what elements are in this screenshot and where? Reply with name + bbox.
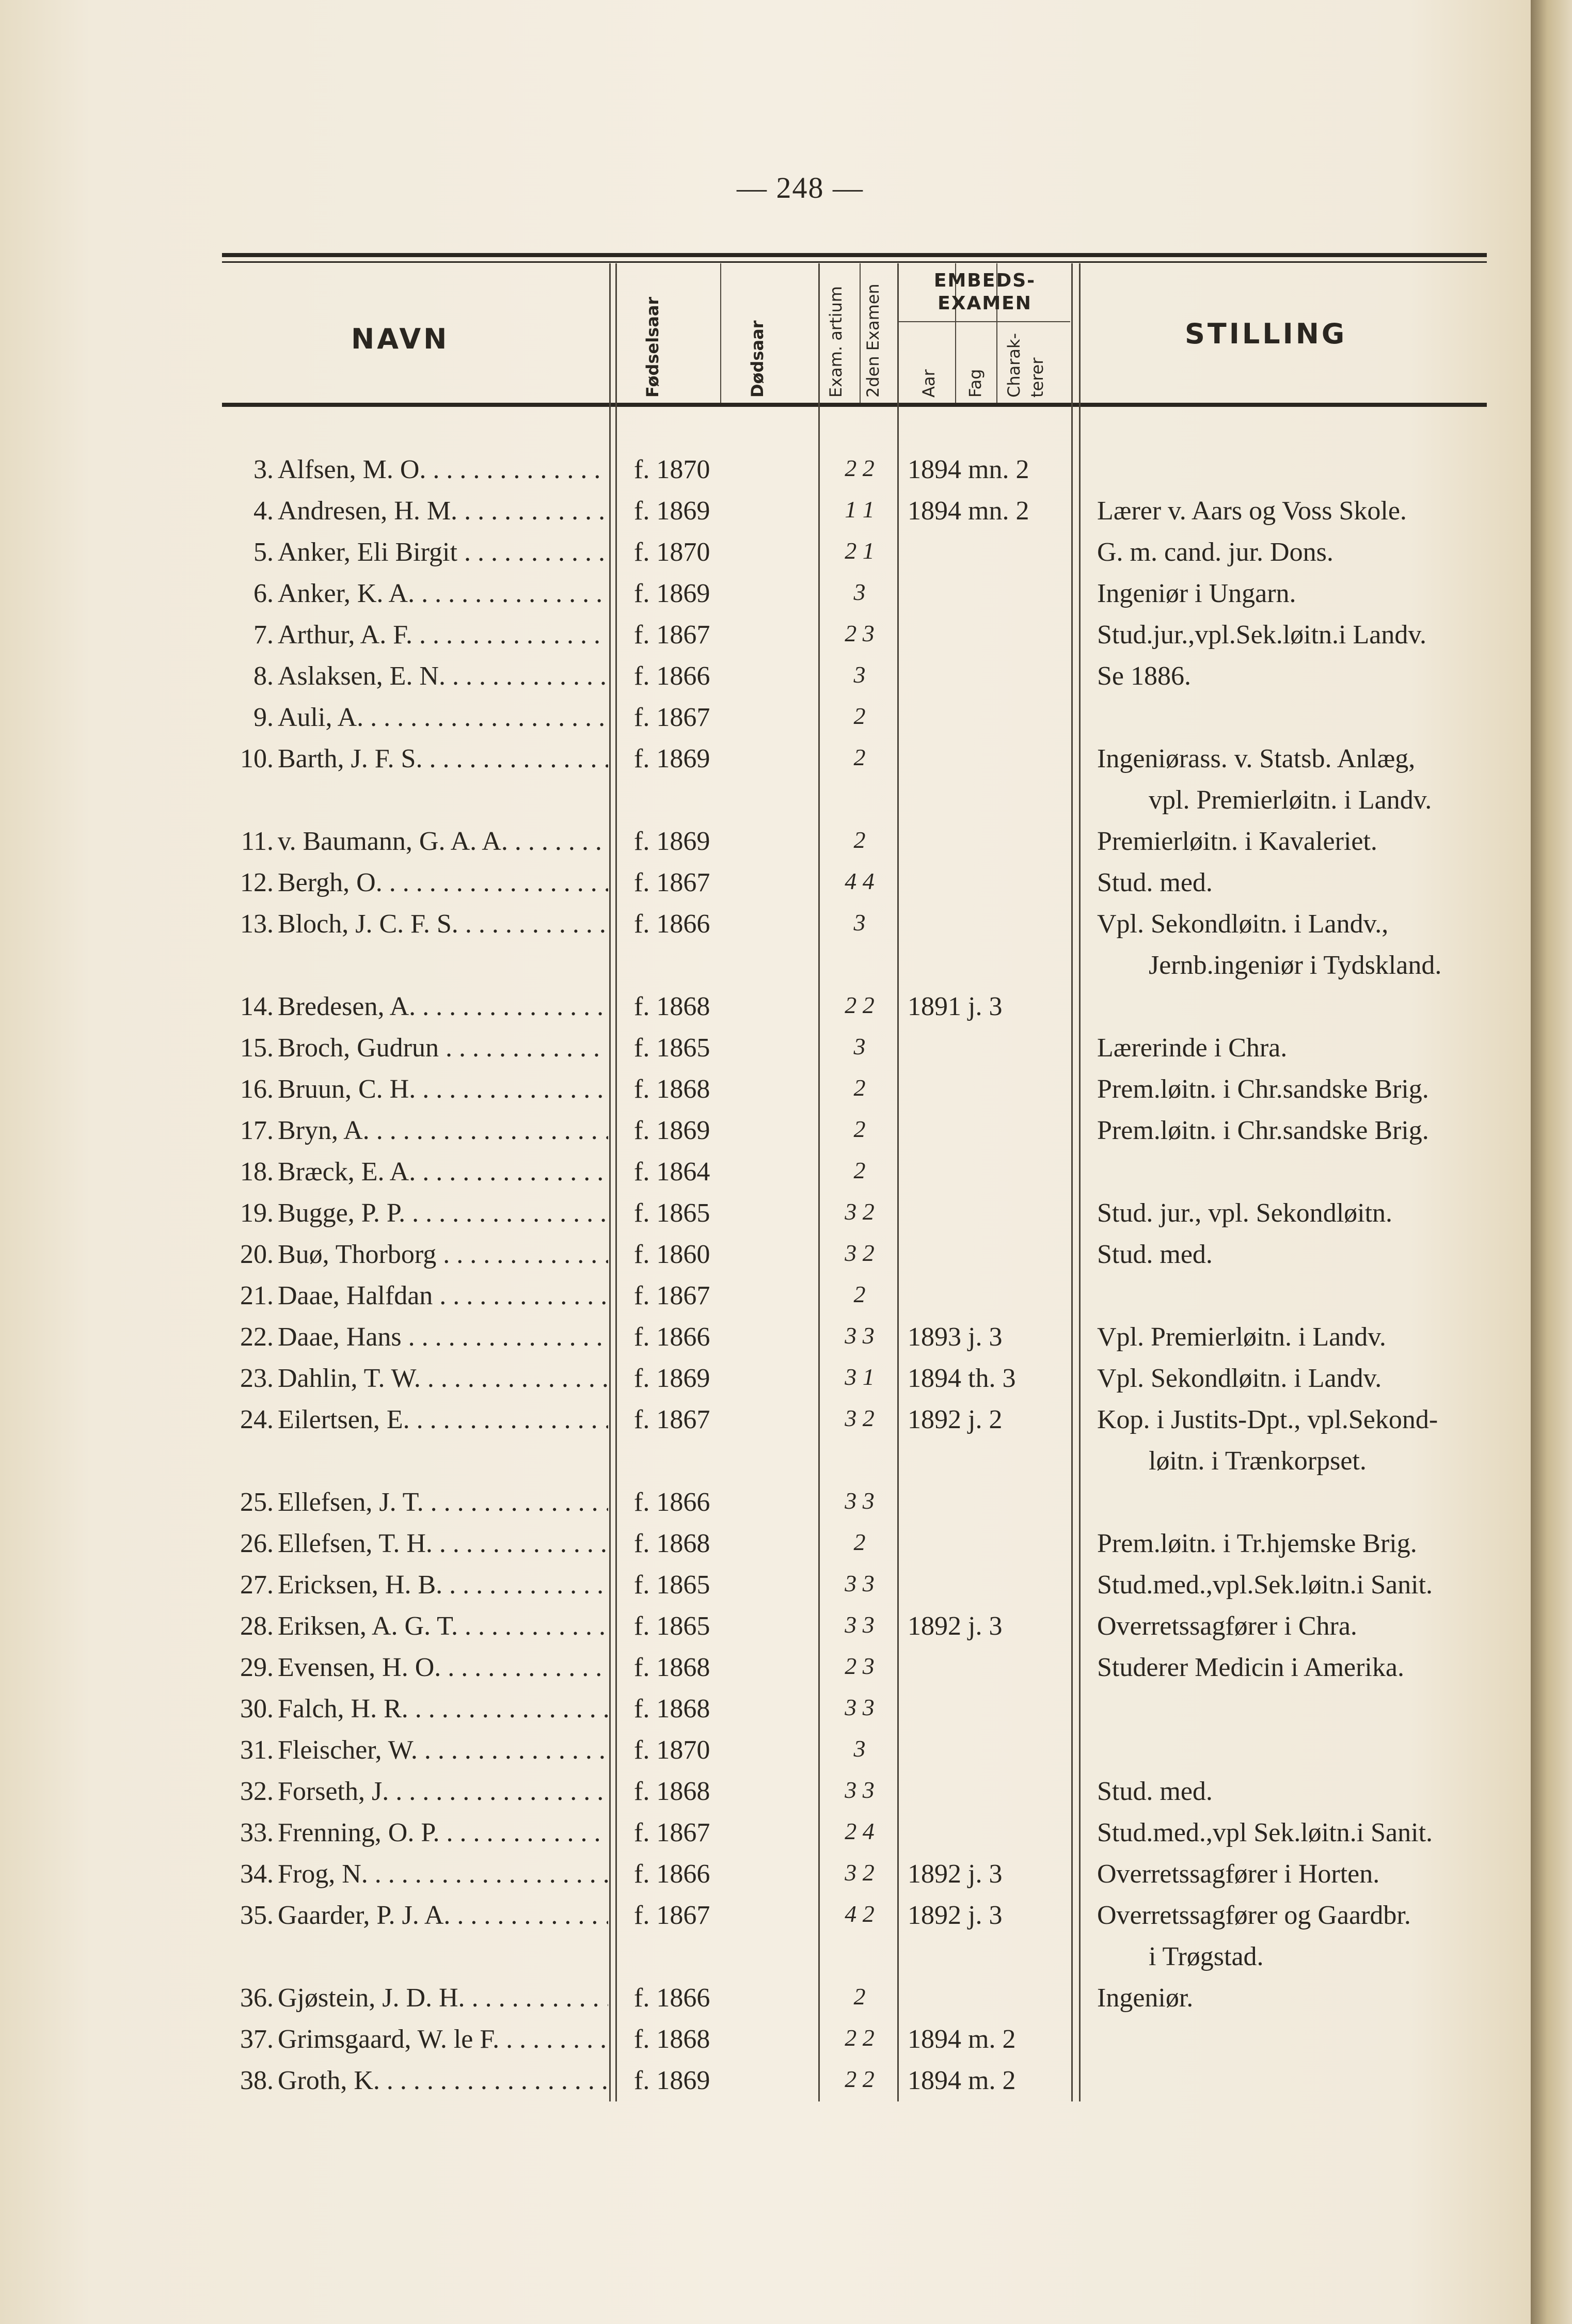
entry-birth-year: f. 1868 xyxy=(634,2025,710,2054)
entry-birth-year: f. 1870 xyxy=(634,1735,710,1765)
table-row xyxy=(0,2065,1531,2101)
book-spine-shadow xyxy=(1531,0,1572,2324)
entry-birth-year: f. 1868 xyxy=(634,1529,710,1558)
entry-name: Frenning, O. P. . . . xyxy=(278,1817,608,1848)
entry-name: Dahlin, T. W. . . . xyxy=(278,1363,608,1394)
table-row xyxy=(0,578,1531,614)
entry-exam-grades: 3 xyxy=(853,1735,866,1762)
entry-name: Bruun, C. H. . . . xyxy=(278,1074,608,1104)
entry-stilling: Prem.løitn. i Tr.hjemske Brig. xyxy=(1097,1529,1417,1558)
entry-number: 15. xyxy=(240,1033,274,1063)
entry-name: Frog, N. . . . xyxy=(278,1859,608,1889)
entry-stilling: Stud.jur.,vpl.Sek.løitn.i Landv. xyxy=(1097,620,1426,650)
entry-exam-grades: 4 4 xyxy=(845,868,875,894)
entry-exam-grades: 3 3 xyxy=(845,1611,875,1638)
entry-exam-grades: 2 xyxy=(853,1074,866,1101)
entry-stilling: Kop. i Justits-Dpt., vpl.Sekond- xyxy=(1097,1405,1438,1434)
entry-stilling-continued: vpl. Premierløitn. i Landv. xyxy=(1149,785,1432,815)
table-row xyxy=(0,867,1531,904)
entry-embedsexamen: 1894 m. 2 xyxy=(908,2066,1016,2095)
entry-exam-grades: 3 3 xyxy=(845,1488,875,1514)
entry-stilling: Ingeniørass. v. Statsb. Anlæg, xyxy=(1097,744,1416,773)
entry-embedsexamen: 1894 th. 3 xyxy=(908,1364,1016,1393)
table-row xyxy=(0,496,1531,532)
entry-birth-year: f. 1864 xyxy=(634,1157,710,1187)
entry-birth-year: f. 1869 xyxy=(634,1116,710,1145)
table-row xyxy=(0,826,1531,862)
entry-number: 21. xyxy=(240,1281,274,1310)
entry-name: Anker, Eli Birgit . . . xyxy=(278,537,608,567)
entry-exam-grades: 3 3 xyxy=(845,1777,875,1803)
entry-stilling: Stud. med. xyxy=(1097,868,1213,897)
header-charakterer-2: terer xyxy=(1027,357,1047,398)
entry-birth-year: f. 1867 xyxy=(634,1281,710,1310)
entry-stilling-continued: Jernb.ingeniør i Tydskland. xyxy=(1149,951,1442,980)
entry-birth-year: f. 1869 xyxy=(634,1364,710,1393)
entry-name: Eriksen, A. G. T. . . . xyxy=(278,1611,608,1641)
entry-birth-year: f. 1868 xyxy=(634,992,710,1021)
entry-name: Forseth, J. . . . xyxy=(278,1776,608,1807)
entry-birth-year: f. 1868 xyxy=(634,1694,710,1724)
entry-embedsexamen: 1892 j. 2 xyxy=(908,1405,1003,1434)
entry-name: Auli, A. . . . xyxy=(278,702,608,733)
entry-exam-grades: 3 2 xyxy=(845,1859,875,1886)
entry-stilling: Stud. med. xyxy=(1097,1240,1213,1269)
entry-stilling: Lærerinde i Chra. xyxy=(1097,1033,1288,1063)
entry-stilling: Stud. jur., vpl. Sekondløitn. xyxy=(1097,1198,1393,1228)
entry-number: 36. xyxy=(240,1983,274,2013)
entry-embedsexamen: 1891 j. 3 xyxy=(908,992,1003,1021)
entry-name: Daae, Halfdan . . . xyxy=(278,1280,608,1311)
entry-number: 12. xyxy=(240,868,274,897)
entry-name: Groth, K. . . . xyxy=(278,2065,608,2096)
entry-exam-grades: 2 4 xyxy=(845,1818,875,1844)
entry-exam-grades: 2 2 xyxy=(845,2025,875,2051)
entry-birth-year: f. 1870 xyxy=(634,537,710,567)
entry-stilling: Ingeniør i Ungarn. xyxy=(1097,579,1296,608)
table-row xyxy=(0,1570,1531,1606)
entry-name: Aslaksen, E. N. . . . xyxy=(278,661,608,691)
entry-birth-year: f. 1866 xyxy=(634,1322,710,1352)
entry-stilling: Se 1886. xyxy=(1097,661,1191,691)
entry-birth-year: f. 1869 xyxy=(634,496,710,526)
table-row xyxy=(0,537,1531,573)
entry-exam-grades: 3 2 xyxy=(845,1405,875,1431)
entry-number: 18. xyxy=(240,1157,274,1187)
header-navn: NAVN xyxy=(351,323,450,355)
entry-birth-year: f. 1866 xyxy=(634,1983,710,2013)
table-row xyxy=(0,744,1531,815)
header-exam-artium: Exam. artium xyxy=(826,286,846,398)
table-row xyxy=(0,1859,1531,1895)
table-row xyxy=(0,1363,1531,1399)
entry-embedsexamen: 1892 j. 3 xyxy=(908,1611,1003,1641)
entry-name: Ellefsen, T. H. . . . xyxy=(278,1528,608,1559)
entry-birth-year: f. 1867 xyxy=(634,868,710,897)
entry-number: 37. xyxy=(240,2025,274,2054)
entry-number: 20. xyxy=(240,1240,274,1269)
entry-stilling: Vpl. Sekondløitn. i Landv. xyxy=(1097,1364,1382,1393)
entry-stilling: Stud.med.,vpl Sek.løitn.i Sanit. xyxy=(1097,1818,1433,1847)
entry-name: Bredesen, A. . . . xyxy=(278,991,608,1022)
table-row xyxy=(0,1198,1531,1234)
header-anden-examen: 2den Examen xyxy=(863,283,883,398)
entry-embedsexamen: 1892 j. 3 xyxy=(908,1901,1003,1930)
table-row xyxy=(0,1652,1531,1688)
entry-number: 24. xyxy=(240,1405,274,1434)
entry-exam-grades: 3 3 xyxy=(845,1322,875,1349)
entry-name: Fleischer, W. . . . xyxy=(278,1735,608,1765)
entry-stilling-continued: løitn. i Trænkorpset. xyxy=(1149,1446,1367,1476)
entry-birth-year: f. 1865 xyxy=(634,1033,710,1063)
table-row xyxy=(0,1033,1531,1069)
table-row xyxy=(0,1322,1531,1358)
entry-number: 8. xyxy=(253,661,274,691)
entry-stilling: Stud. med. xyxy=(1097,1777,1213,1806)
entry-number: 31. xyxy=(240,1735,274,1765)
table-row xyxy=(0,991,1531,1027)
entry-exam-grades: 2 xyxy=(853,1983,866,2010)
entry-exam-grades: 3 xyxy=(853,1033,866,1060)
entry-number: 5. xyxy=(253,537,274,567)
entry-exam-grades: 3 1 xyxy=(845,1364,875,1390)
entry-stilling: Prem.løitn. i Chr.sandske Brig. xyxy=(1097,1074,1429,1104)
entry-exam-grades: 3 xyxy=(853,661,866,688)
entry-exam-grades: 2 2 xyxy=(845,2066,875,2092)
entry-exam-grades: 1 1 xyxy=(845,496,875,523)
entry-name: Daae, Hans . . . xyxy=(278,1322,608,1352)
entry-number: 10. xyxy=(240,744,274,773)
entry-stilling: Studerer Medicin i Amerika. xyxy=(1097,1653,1404,1682)
entry-exam-grades: 2 3 xyxy=(845,1653,875,1679)
entry-stilling: Overretssagfører i Horten. xyxy=(1097,1859,1380,1889)
header-fag: Fag xyxy=(965,369,985,398)
entry-stilling: G. m. cand. jur. Dons. xyxy=(1097,537,1333,567)
entry-exam-grades: 3 3 xyxy=(845,1694,875,1720)
entry-number: 30. xyxy=(240,1694,274,1724)
entry-name: Arthur, A. F. . . . xyxy=(278,620,608,650)
table-row xyxy=(0,1776,1531,1812)
entry-name: Andresen, H. M. . . . xyxy=(278,496,608,526)
table-row xyxy=(0,661,1531,697)
table-row xyxy=(0,620,1531,656)
entry-name: Gaarder, P. J. A. . . . xyxy=(278,1900,608,1931)
entry-exam-grades: 2 xyxy=(853,1281,866,1307)
entry-exam-grades: 3 xyxy=(853,909,866,936)
entry-exam-grades: 2 xyxy=(853,1116,866,1142)
entry-birth-year: f. 1868 xyxy=(634,1653,710,1682)
table-row xyxy=(0,909,1531,980)
entry-exam-grades: 2 xyxy=(853,703,866,729)
table-row xyxy=(0,702,1531,738)
entry-name: Bloch, J. C. F. S. . . . xyxy=(278,909,608,939)
entry-birth-year: f. 1866 xyxy=(634,1859,710,1889)
header-fodselsaar: Fødselsaar xyxy=(643,296,662,398)
entry-stilling: Vpl. Sekondløitn. i Landv., xyxy=(1097,909,1389,939)
entry-exam-grades: 2 xyxy=(853,1529,866,1555)
entry-name: Alfsen, M. O. . . . xyxy=(278,454,608,485)
entry-number: 35. xyxy=(240,1901,274,1930)
table-row xyxy=(0,1900,1531,1971)
entry-name: v. Baumann, G. A. A. . . . xyxy=(278,826,608,857)
table-row xyxy=(0,1611,1531,1647)
entry-number: 38. xyxy=(240,2066,274,2095)
entry-birth-year: f. 1865 xyxy=(634,1198,710,1228)
entry-birth-year: f. 1867 xyxy=(634,1818,710,1847)
entry-embedsexamen: 1892 j. 3 xyxy=(908,1859,1003,1889)
entry-number: 23. xyxy=(240,1364,274,1393)
table-row xyxy=(0,1074,1531,1110)
table-row xyxy=(0,2024,1531,2060)
entry-name: Ericksen, H. B. . . . xyxy=(278,1570,608,1600)
table-row xyxy=(0,1735,1531,1771)
header-embedsexamen-line2: EXAMEN xyxy=(938,293,1032,314)
table-row xyxy=(0,1817,1531,1854)
entry-embedsexamen: 1894 mn. 2 xyxy=(908,455,1029,484)
table-row xyxy=(0,1239,1531,1275)
entry-birth-year: f. 1867 xyxy=(634,1901,710,1930)
entry-birth-year: f. 1866 xyxy=(634,909,710,939)
entry-birth-year: f. 1860 xyxy=(634,1240,710,1269)
entry-name: Broch, Gudrun . . . xyxy=(278,1033,608,1063)
header-dodsaar: Dødsaar xyxy=(748,320,767,398)
entry-stilling: Overretssagfører i Chra. xyxy=(1097,1611,1357,1641)
entry-name: Bugge, P. P. . . . xyxy=(278,1198,608,1228)
page-number: — 248 — xyxy=(737,171,864,204)
entry-number: 13. xyxy=(240,909,274,939)
entry-name: Gjøstein, J. D. H. . . . xyxy=(278,1983,608,2013)
entry-name: Bergh, O. . . . xyxy=(278,867,608,898)
entry-birth-year: f. 1867 xyxy=(634,703,710,732)
entry-number: 7. xyxy=(253,620,274,650)
entry-stilling: Overretssagfører og Gaardbr. xyxy=(1097,1901,1411,1930)
entry-exam-grades: 2 xyxy=(853,827,866,853)
entry-name: Eilertsen, E. . . . xyxy=(278,1404,608,1435)
entry-name: Evensen, H. O. . . . xyxy=(278,1652,608,1683)
entry-number: 11. xyxy=(241,827,274,856)
entry-number: 27. xyxy=(240,1570,274,1600)
entry-exam-grades: 4 2 xyxy=(845,1901,875,1927)
entry-exam-grades: 3 2 xyxy=(845,1198,875,1225)
entry-number: 34. xyxy=(240,1859,274,1889)
entry-name: Bryn, A. . . . xyxy=(278,1115,608,1146)
entry-exam-grades: 2 3 xyxy=(845,620,875,646)
entry-number: 22. xyxy=(240,1322,274,1352)
entry-birth-year: f. 1869 xyxy=(634,827,710,856)
entry-number: 9. xyxy=(253,703,274,732)
entry-name: Falch, H. R. . . . xyxy=(278,1694,608,1724)
entry-birth-year: f. 1869 xyxy=(634,579,710,608)
table-row xyxy=(0,1404,1531,1476)
entry-exam-grades: 3 3 xyxy=(845,1570,875,1596)
entry-embedsexamen: 1894 m. 2 xyxy=(908,2025,1016,2054)
entry-embedsexamen: 1893 j. 3 xyxy=(908,1322,1003,1352)
entry-stilling: Prem.løitn. i Chr.sandske Brig. xyxy=(1097,1116,1429,1145)
table-row xyxy=(0,454,1531,491)
entry-number: 6. xyxy=(253,579,274,608)
entry-birth-year: f. 1866 xyxy=(634,661,710,691)
entry-exam-grades: 2 1 xyxy=(845,537,875,564)
entry-stilling-continued: i Trøgstad. xyxy=(1149,1942,1264,1971)
entry-birth-year: f. 1866 xyxy=(634,1488,710,1517)
entry-exam-grades: 3 xyxy=(853,579,866,605)
entry-number: 32. xyxy=(240,1777,274,1806)
entry-birth-year: f. 1867 xyxy=(634,1405,710,1434)
entry-stilling: Lærer v. Aars og Voss Skole. xyxy=(1097,496,1407,526)
entry-name: Bræck, E. A. . . . xyxy=(278,1157,608,1187)
entry-name: Barth, J. F. S. . . . xyxy=(278,744,608,774)
entry-birth-year: f. 1870 xyxy=(634,455,710,484)
entry-number: 29. xyxy=(240,1653,274,1682)
table-row xyxy=(0,1983,1531,2019)
entry-exam-grades: 2 2 xyxy=(845,992,875,1018)
entry-number: 26. xyxy=(240,1529,274,1558)
entry-stilling: Stud.med.,vpl.Sek.løitn.i Sanit. xyxy=(1097,1570,1433,1600)
entry-birth-year: f. 1865 xyxy=(634,1611,710,1641)
entry-number: 17. xyxy=(240,1116,274,1145)
entry-birth-year: f. 1868 xyxy=(634,1074,710,1104)
entry-number: 3. xyxy=(253,455,274,484)
header-aar: Aar xyxy=(919,369,939,398)
entry-number: 14. xyxy=(240,992,274,1021)
table-row xyxy=(0,1157,1531,1193)
entry-birth-year: f. 1869 xyxy=(634,744,710,773)
entry-number: 19. xyxy=(240,1198,274,1228)
entry-stilling: Premierløitn. i Kavaleriet. xyxy=(1097,827,1377,856)
entry-number: 28. xyxy=(240,1611,274,1641)
entry-exam-grades: 3 2 xyxy=(845,1240,875,1266)
entry-birth-year: f. 1868 xyxy=(634,1777,710,1806)
table-row xyxy=(0,1115,1531,1151)
entry-number: 4. xyxy=(253,496,274,526)
table-row xyxy=(0,1528,1531,1564)
entry-stilling: Ingeniør. xyxy=(1097,1983,1194,2013)
entry-number: 16. xyxy=(240,1074,274,1104)
entry-birth-year: f. 1865 xyxy=(634,1570,710,1600)
entry-name: Grimsgaard, W. le F. . . . xyxy=(278,2024,608,2054)
entry-exam-grades: 2 2 xyxy=(845,455,875,481)
entry-number: 33. xyxy=(240,1818,274,1847)
header-stilling: STILLING xyxy=(1185,318,1347,350)
entry-birth-year: f. 1869 xyxy=(634,2066,710,2095)
table-row xyxy=(0,1280,1531,1317)
entry-number: 25. xyxy=(240,1488,274,1517)
entry-exam-grades: 2 xyxy=(853,1157,866,1183)
entry-birth-year: f. 1867 xyxy=(634,620,710,650)
entry-name: Ellefsen, J. T. . . . xyxy=(278,1487,608,1517)
table-row xyxy=(0,1487,1531,1523)
header-charakterer-1: Charak- xyxy=(1004,333,1024,398)
entry-embedsexamen: 1894 mn. 2 xyxy=(908,496,1029,526)
entry-name: Anker, K. A. . . . xyxy=(278,578,608,609)
entry-name: Buø, Thorborg . . . xyxy=(278,1239,608,1270)
header-embedsexamen-line1: EMBEDS- xyxy=(933,270,1036,291)
table-row xyxy=(0,1694,1531,1730)
entry-stilling: Vpl. Premierløitn. i Landv. xyxy=(1097,1322,1386,1352)
entry-exam-grades: 2 xyxy=(853,744,866,770)
